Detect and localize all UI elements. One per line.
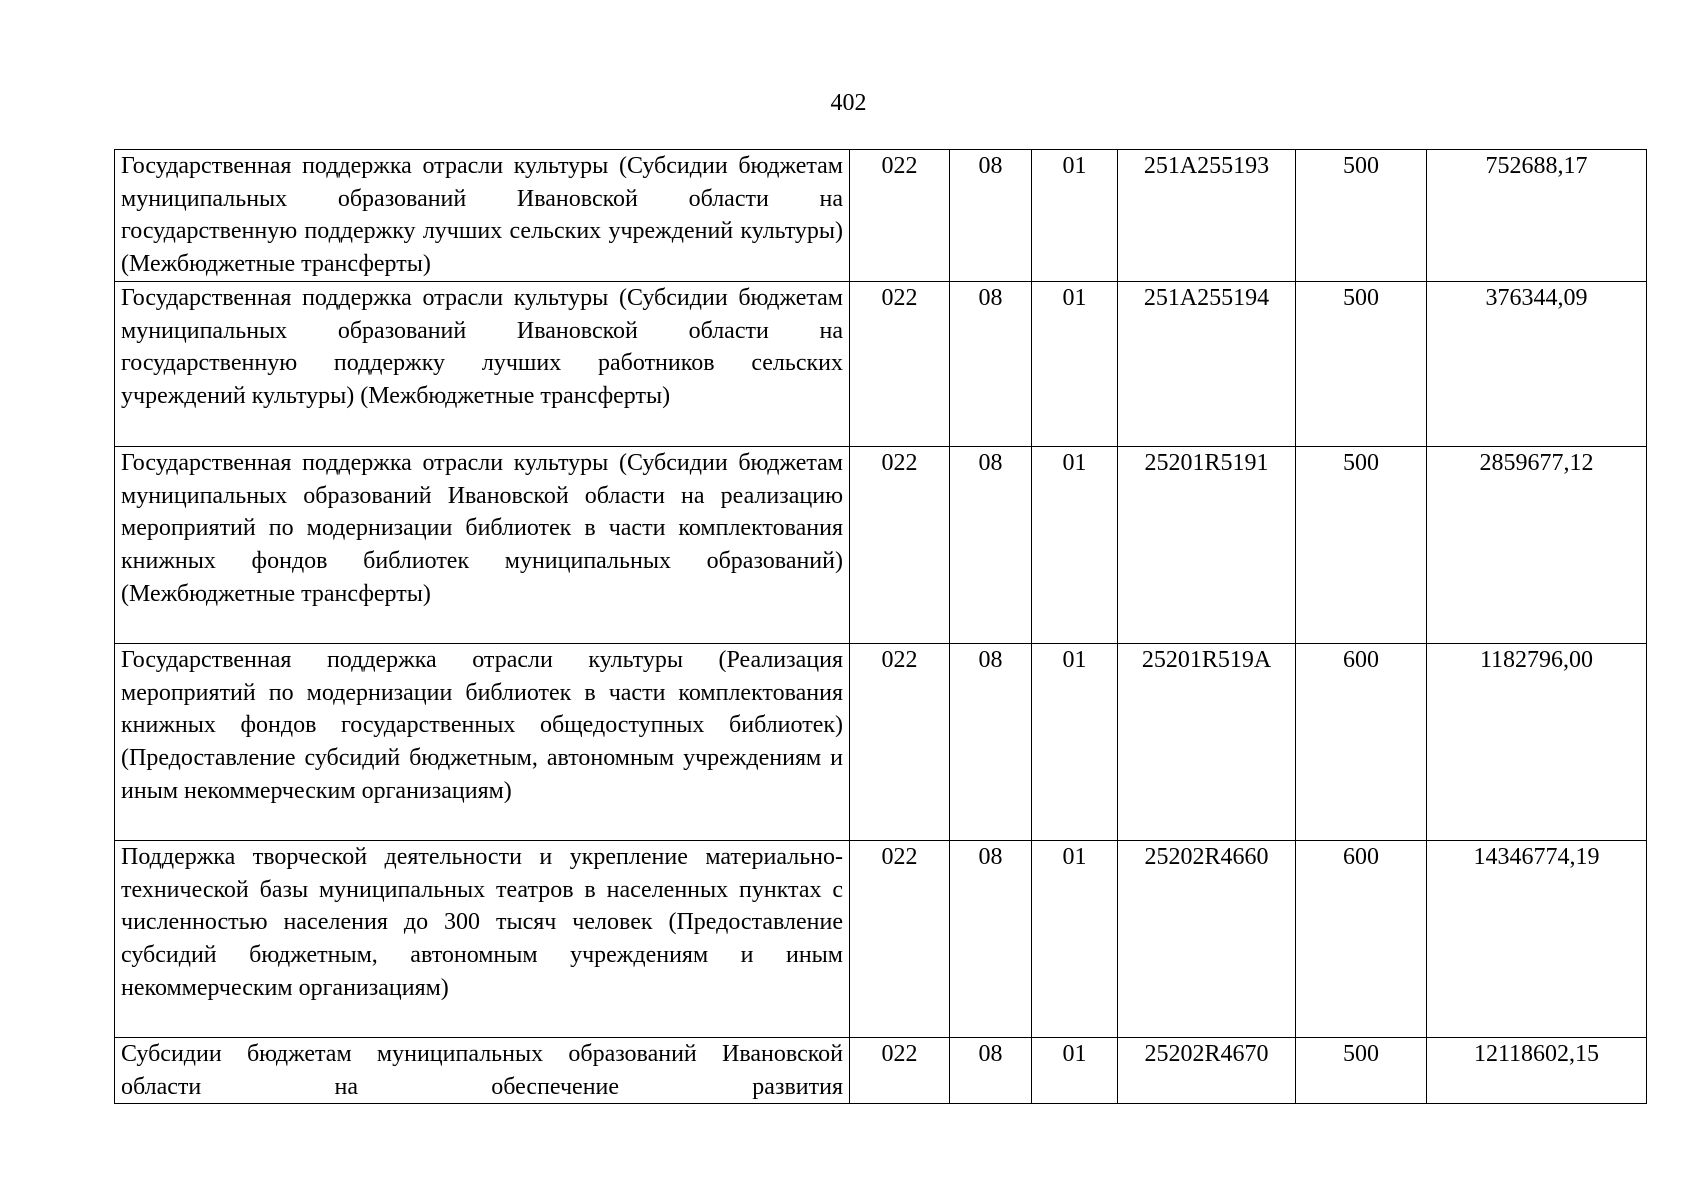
ministry-code: 022 xyxy=(850,150,950,282)
target-article-code: 25202R4670 xyxy=(1118,1037,1296,1103)
subsection-code: 01 xyxy=(1032,840,1118,1037)
subsection-code: 01 xyxy=(1032,281,1118,446)
target-article-code: 25202R4660 xyxy=(1118,840,1296,1037)
budget-table xyxy=(114,149,1647,1104)
table-row xyxy=(115,446,1647,643)
expense-type-code: 500 xyxy=(1296,281,1427,446)
subsection-code: 01 xyxy=(1032,446,1118,643)
target-article-code: 251A255194 xyxy=(1118,281,1296,446)
expense-description: Поддержка творческой деятельности и укрепление материально-технической базы муниципальных театров в населенных пунктах с численностью населения до 300 тысяч человек (Предоставление субсидий бюджетным, автономным учреждениям и иным некоммерческим организациям) xyxy=(115,840,850,1037)
amount: 12118602,15 xyxy=(1427,1037,1647,1103)
expense-type-code: 600 xyxy=(1296,643,1427,840)
table-row xyxy=(115,643,1647,840)
table-row xyxy=(115,150,1647,282)
expense-description: Государственная поддержка отрасли культуры (Субсидии бюджетам муниципальных образований Ивановской области на реализацию мероприятий по модернизации библиотек в части комплектования книжных фондов библиотек муниципальных образований) (Межбюджетные трансферты) xyxy=(115,446,850,643)
ministry-code: 022 xyxy=(850,840,950,1037)
expense-description: Государственная поддержка отрасли культуры (Субсидии бюджетам муниципальных образований Ивановской области на государственную поддержку лучших сельских учреждений культуры) (Межбюджетные трансферты) xyxy=(115,150,850,282)
amount: 752688,17 xyxy=(1427,150,1647,282)
ministry-code: 022 xyxy=(850,1037,950,1103)
amount: 14346774,19 xyxy=(1427,840,1647,1037)
subsection-code: 01 xyxy=(1032,643,1118,840)
section-code: 08 xyxy=(950,643,1032,840)
expense-type-code: 600 xyxy=(1296,840,1427,1037)
expense-description: Государственная поддержка отрасли культуры (Субсидии бюджетам муниципальных образований Ивановской области на государственную поддержку лучших работников сельских учреждений культуры) (Межбюджетные трансферты) xyxy=(115,281,850,446)
subsection-code: 01 xyxy=(1032,150,1118,282)
section-code: 08 xyxy=(950,446,1032,643)
table-row xyxy=(115,840,1647,1037)
target-article-code: 25201R5191 xyxy=(1118,446,1296,643)
expense-type-code: 500 xyxy=(1296,446,1427,643)
section-code: 08 xyxy=(950,1037,1032,1103)
table-row xyxy=(115,1037,1647,1103)
ministry-code: 022 xyxy=(850,446,950,643)
page-number: 402 xyxy=(830,90,867,116)
subsection-code: 01 xyxy=(1032,1037,1118,1103)
expense-description: Субсидии бюджетам муниципальных образований Ивановской области на обеспечение развития xyxy=(115,1037,850,1103)
ministry-code: 022 xyxy=(850,281,950,446)
section-code: 08 xyxy=(950,840,1032,1037)
ministry-code: 022 xyxy=(850,643,950,840)
table-row xyxy=(115,281,1647,446)
target-article-code: 25201R519A xyxy=(1118,643,1296,840)
expense-type-code: 500 xyxy=(1296,150,1427,282)
amount: 2859677,12 xyxy=(1427,446,1647,643)
expense-description: Государственная поддержка отрасли культуры (Реализация мероприятий по модернизации библиотек в части комплектования книжных фондов государственных общедоступных библиотек) (Предоставление субсидий бюджетным, автономным учреждениям и иным некоммерческим организациям) xyxy=(115,643,850,840)
amount: 376344,09 xyxy=(1427,281,1647,446)
expense-type-code: 500 xyxy=(1296,1037,1427,1103)
section-code: 08 xyxy=(950,150,1032,282)
target-article-code: 251A255193 xyxy=(1118,150,1296,282)
section-code: 08 xyxy=(950,281,1032,446)
amount: 1182796,00 xyxy=(1427,643,1647,840)
